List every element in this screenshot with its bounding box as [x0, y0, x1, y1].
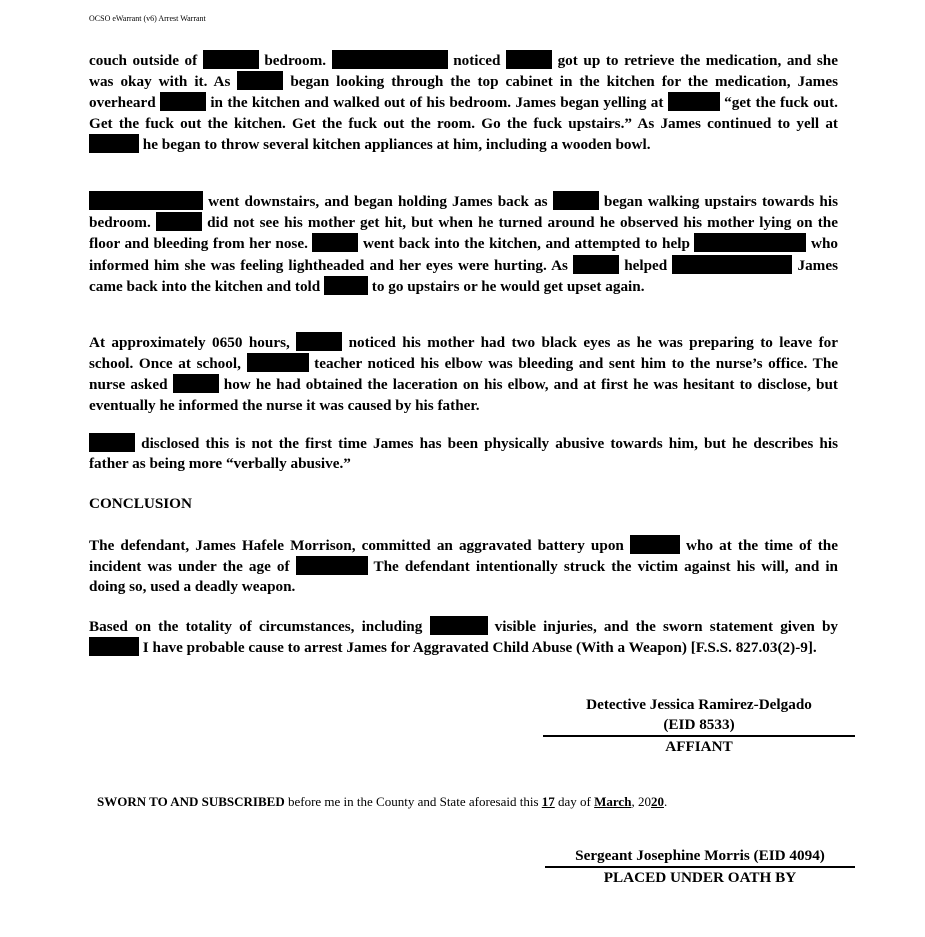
officer-signature-line	[545, 866, 855, 868]
redaction	[89, 191, 203, 210]
redaction	[173, 374, 219, 393]
redaction	[573, 255, 619, 274]
affiant-role: AFFIANT	[665, 738, 733, 755]
redaction	[506, 50, 552, 69]
conclusion-heading: CONCLUSION	[89, 495, 192, 512]
document-header: OCSO eWarrant (v6) Arrest Warrant	[89, 14, 206, 23]
narrative-paragraph-1: couch outside of bedroom. noticed got up to retrieve the medication, and she was okay with it. As began looking through the top cabinet in the kitchen for the medication, James overheard in the kitchen and walked out of his bedroom. James began yelling at “get the fuck out. Get the fuck out the kitchen. Get the fuck out the room. Go the fuck upstairs.” As James continued to yell at he began to throw several kitchen appliances at him, including a wooden bowl.	[89, 52, 838, 153]
narrative-paragraph-2: went downstairs, and began holding James back as began walking upstairs towards his bedroom. did not see his mother get hit, but when he turned around he observed his mother lying on the floor and bleeding from her nose. went back into the kitchen, and attempted to help who informed him she was feeling lightheaded and her eyes were hurting. As helped James came back into the kitchen and told to go upstairs or he would get upset again.	[89, 193, 838, 295]
redaction	[89, 433, 135, 452]
redaction	[630, 535, 680, 554]
redaction	[694, 233, 806, 252]
affiant-name: Detective Jessica Ramirez-Delgado	[586, 696, 812, 713]
redaction	[672, 255, 792, 274]
conclusion-paragraph-2: Based on the totality of circumstances, including visible injuries, and the sworn statement given by I have probable cause to arrest James for Aggravated Child Abuse (With a Weapon) [F.S.S. 827.03(2)-9].	[89, 618, 838, 657]
redaction	[247, 353, 309, 372]
redaction	[553, 191, 599, 210]
redaction	[332, 50, 448, 69]
officer-name: Sergeant Josephine Morris (EID 4094)	[575, 847, 825, 864]
redaction	[89, 134, 139, 153]
redaction	[237, 71, 283, 90]
redaction	[312, 233, 358, 252]
redaction	[296, 556, 368, 575]
redaction	[668, 92, 720, 111]
officer-role: PLACED UNDER OATH BY	[603, 869, 797, 886]
redaction	[296, 332, 342, 351]
conclusion-paragraph-1: The defendant, James Hafele Morrison, committed an aggravated battery upon who at the time of the incident was under the age of The defendant intentionally struck the victim against his will, and in doing so, used a deadly weapon.	[89, 537, 839, 596]
redaction	[324, 276, 368, 295]
sworn-statement: SWORN TO AND SUBSCRIBED before me in the County and State aforesaid this 17 day of March, 2020.	[97, 794, 668, 809]
narrative-paragraph-4: disclosed this is not the first time James has been physically abusive towards him, but he describes his father as being more “verbally abusive.”	[89, 435, 838, 473]
narrative-paragraph-3: At approximately 0650 hours, noticed his mother had two black eyes as he was preparing to leave for school. Once at school, teacher noticed his elbow was bleeding and sent him to the nurse’s office. The nurse asked how he had obtained the laceration on his elbow, and at first he was hesitant to disclose, but eventually he informed the nurse it was caused by his father.	[89, 334, 839, 414]
affiant-eid: (EID 8533)	[663, 716, 735, 733]
redaction	[89, 637, 139, 656]
redaction	[430, 616, 488, 635]
redaction	[160, 92, 206, 111]
redaction	[203, 50, 259, 69]
redaction	[156, 212, 202, 231]
affiant-signature-line	[543, 735, 855, 737]
